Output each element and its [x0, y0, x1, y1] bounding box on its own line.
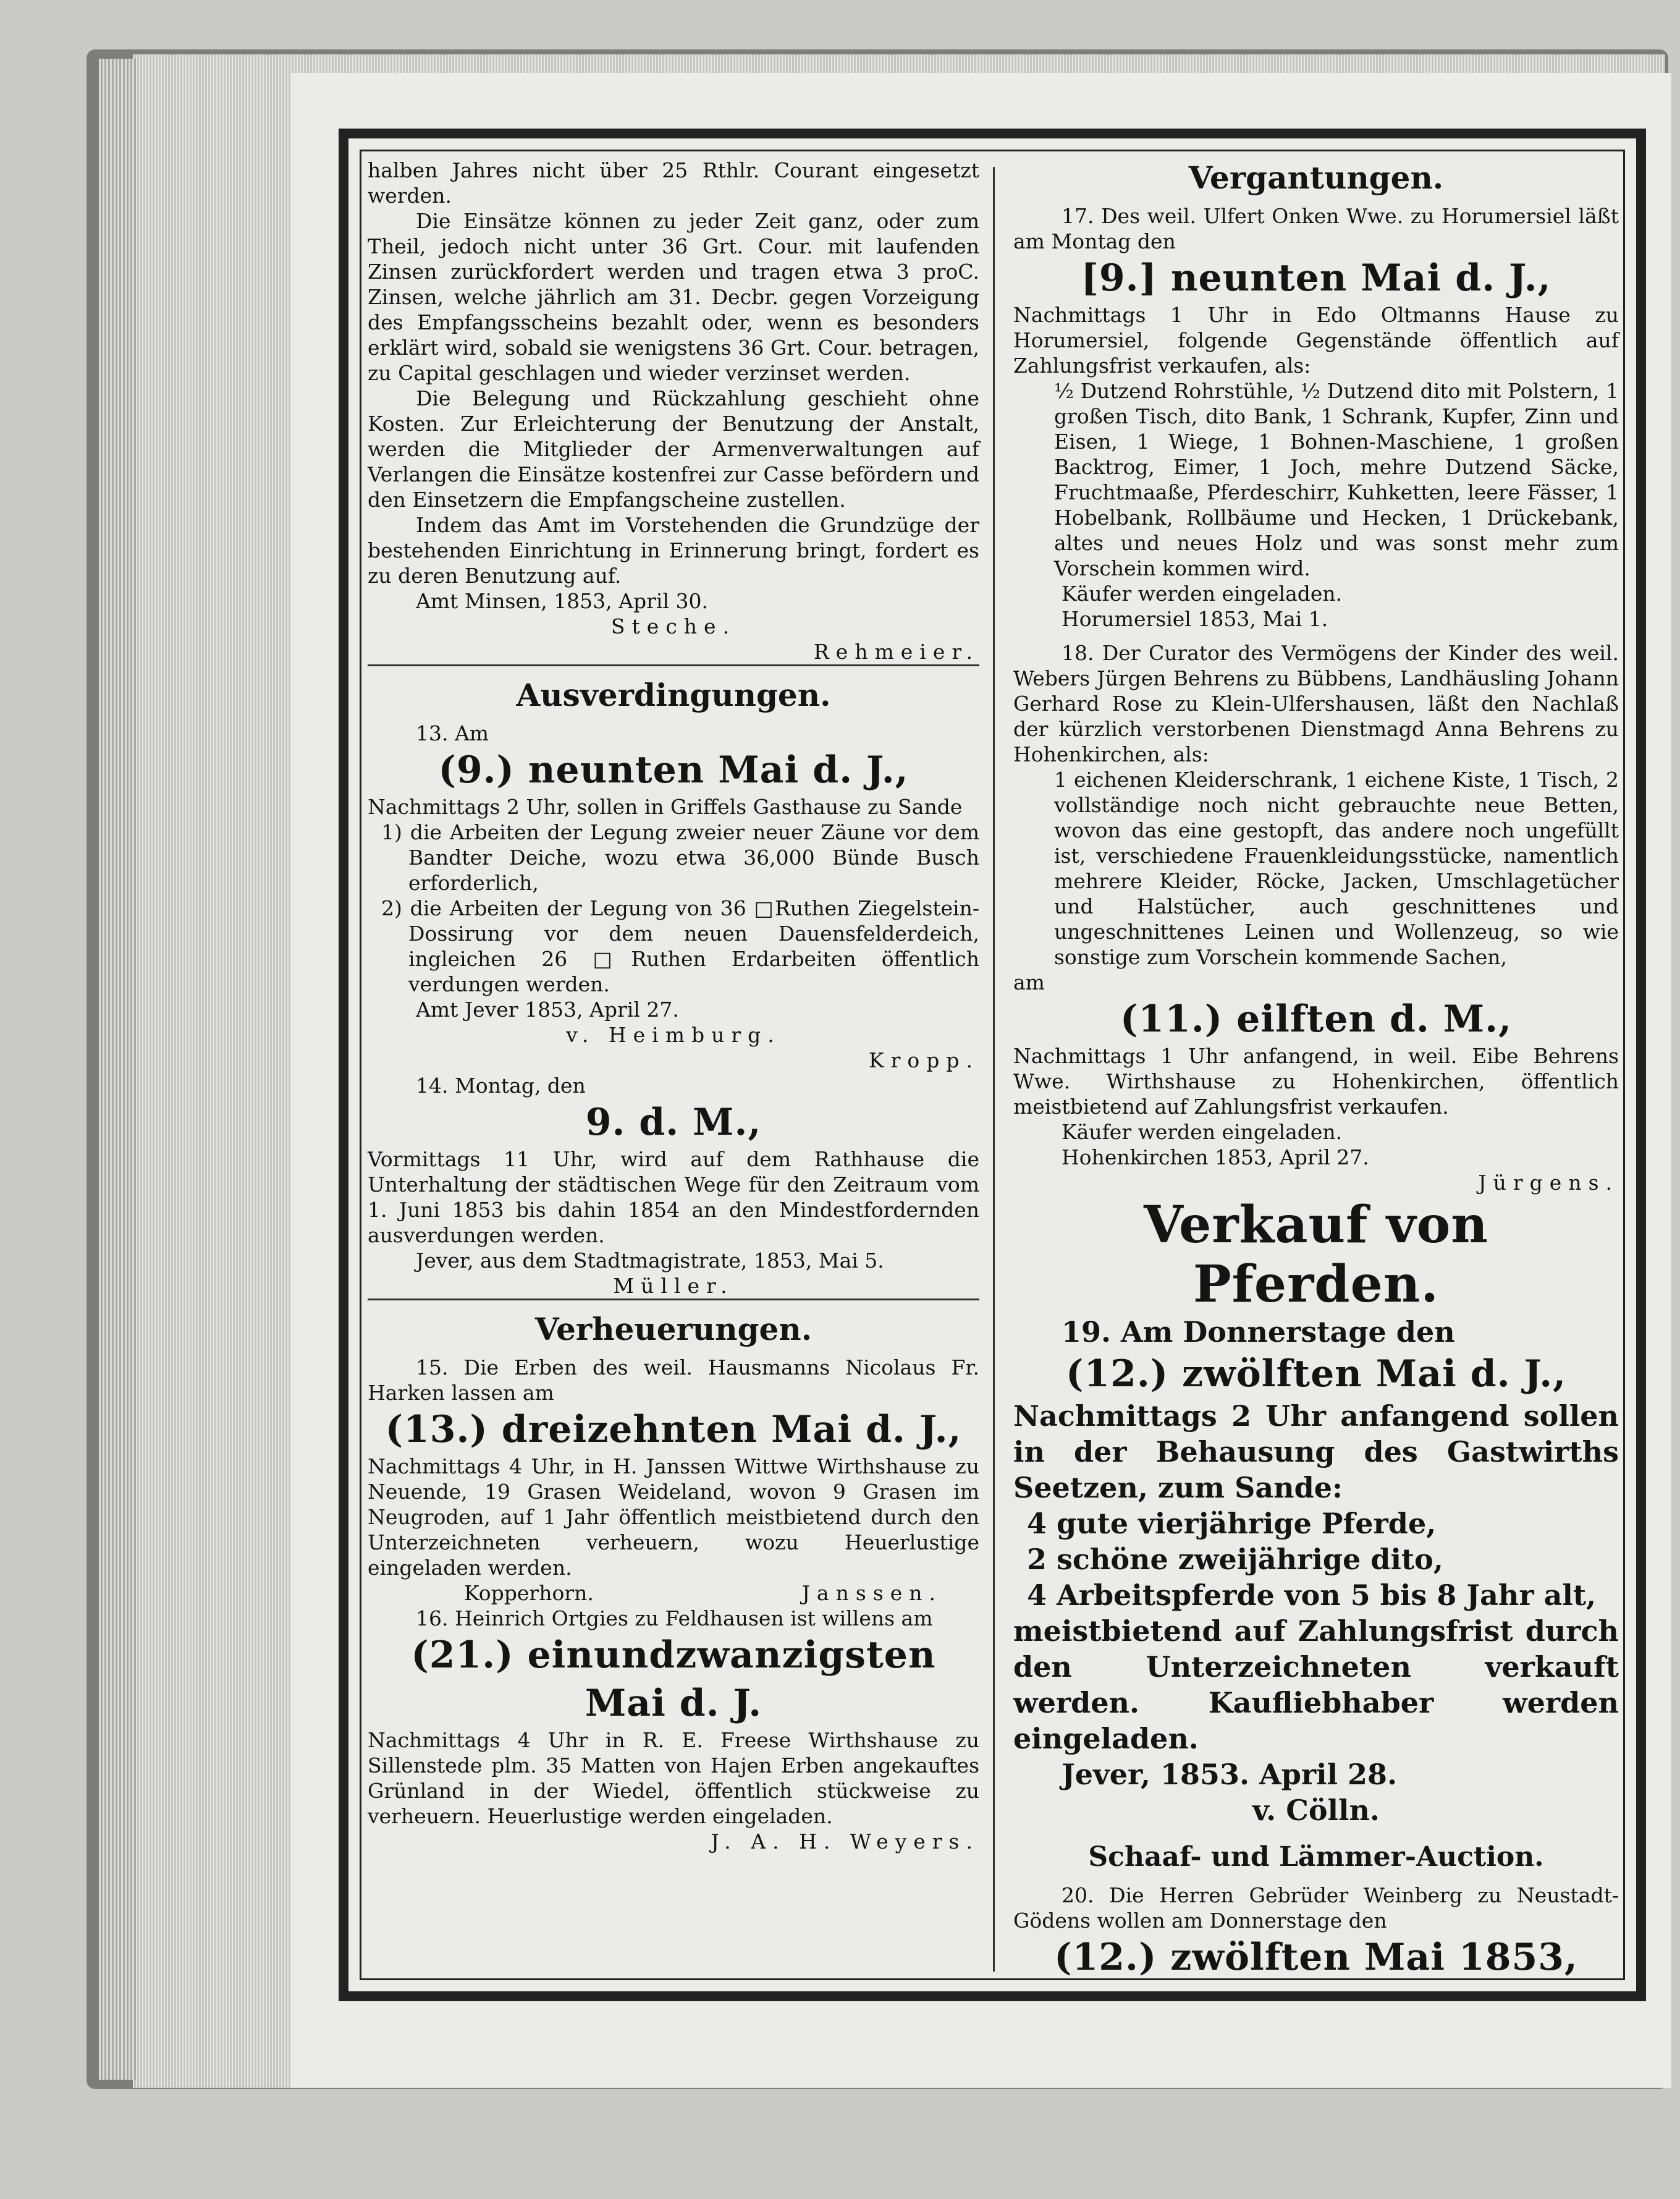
place-date: Kopperhorn.	[464, 1581, 594, 1605]
signature: v. Cölln.	[1252, 1794, 1380, 1827]
notice-text: Nachmittags 4 Uhr in R. E. Freese Wirthshause zu Sillenstede plm. 35 Matten von Hajen Erben angekauftes Grünland in der Wiedel, öffentlich stückweise zu verheuern. Heuerlustige werden eingeladen.	[368, 1728, 979, 1828]
signature: v. Heimburg.	[566, 1023, 781, 1047]
notice-text: 15. Die Erben des weil. Hausmanns Nicolaus Fr. Harken lassen am	[368, 1355, 979, 1405]
notice-intro: 19. Am Donnerstage den	[1062, 1315, 1455, 1349]
section-heading: Verheuerungen.	[534, 1311, 813, 1347]
notice-text: Käufer werden eingeladen.	[1062, 1120, 1343, 1144]
signature: Janssen.	[801, 1581, 942, 1605]
notice-paragraph: Die Einsätze können zu jeder Zeit ganz, oder zum Theil, jedoch nicht unter 36 Grt. Cour. mit laufenden Zinsen zurückfordert werden und tragen etwa 3 proC. Zinsen, welche jährlich am 31. Decbr. gegen Vorzeigung des Empfangsscheins bezahlt oder, wenn es besonders erklärt wird, sobald sie wenigstens 36 Grt. Cour. betragen, zu Capital geschlagen und wieder verzinset werden.	[368, 209, 979, 385]
date-headline: 9. d. M.,	[585, 1101, 762, 1144]
notice-paragraph: halben Jahres nicht über 25 Rthlr. Courant eingesetzt werden.	[368, 158, 979, 208]
date-headline: (12.) zwölften Mai 1853,	[1054, 1936, 1578, 1979]
place-date: Horumersiel 1853, Mai 1.	[1062, 607, 1328, 631]
date-headline: [9.] neunten Mai d. J.,	[1081, 256, 1551, 300]
notice-intro: 13. Am	[416, 721, 489, 745]
list-item: 4 Arbeitspferde von 5 bis 8 Jahr alt,	[1027, 1578, 1597, 1612]
signature: J. A. H. Weyers.	[711, 1829, 979, 1854]
notice-text: Vormittags 11 Uhr, wird auf dem Rathhause die Unterhaltung der städtischen Wege für den Zeitraum vom 1. Juni 1853 bis dahin 1854 an den Mindestfordernden ausverdungen werden.	[368, 1147, 979, 1247]
list-item: 2 schöne zweijährige dito,	[1027, 1543, 1443, 1576]
right-column	[1013, 158, 1619, 1981]
section-rule	[368, 664, 979, 666]
column-divider	[993, 167, 995, 1972]
signature: Rehmeier.	[813, 640, 979, 664]
section-heading: Vergantungen.	[1188, 159, 1444, 196]
notice-paragraph: Indem das Amt im Vorstehenden die Grundzüge der bestehenden Einrichtung in Erinnerung bringt, fordert es zu deren Benutzung auf.	[368, 513, 979, 588]
place-date: Amt Jever 1853, April 27.	[416, 998, 679, 1022]
notice-text: Nachmittags 2 Uhr anfangend sollen in der Behausung des Gastwirths Seetzen, zum Sande:	[1013, 1399, 1619, 1504]
notice-text: 20. Die Herren Gebrüder Weinberg zu Neustadt-Gödens wollen am Donnerstage den	[1013, 1883, 1619, 1933]
notice-text: Käufer werden eingeladen.	[1062, 582, 1343, 606]
item-list: ½ Dutzend Rohrstühle, ½ Dutzend dito mit Polstern, 1 großen Tisch, dito Bank, 1 Schrank, Kupfer, Zinn und Eisen, 1 Wiege, 1 Bohnen-Maschiene, 1 großen Backtrog, Eimer, 1 Joch, mehre Dutzend Säcke, Fruchtmaaße, Pferdeschirr, Kuhketten, leere Fässer, 1 Hobelbank, Rollbäume und Hecken, 1 Drückebank, altes und neues Holz und was sonst mehr zum Vorschein kommen wird.	[1054, 379, 1619, 580]
place-date: Hohenkirchen 1853, April 27.	[1062, 1145, 1369, 1169]
place-date: Amt Minsen, 1853, April 30.	[416, 589, 708, 613]
item-list: 1 eichenen Kleiderschrank, 1 eichene Kiste, 1 Tisch, 2 vollständige noch nicht gebrauchte neue Betten, wovon das eine gestopft, das andere noch ungefüllt ist, verschiedene Frauenkleidungsstücke, namentlich mehrere Kleider, Röcke, Jacken, Umschlagetücher und Halstücher, auch geschnittenes und ungeschnittenes Leinen und Wollenzeug, so wie sonstige zum Vorschein kommende Sachen,	[1054, 768, 1619, 969]
section-heading-large: Verkauf von Pferden.	[1144, 1195, 1488, 1314]
notice-text: Nachmittags 1 Uhr anfangend, in weil. Eibe Behrens Wwe. Wirthshause zu Hohenkirchen, öffentlich meistbietend auf Zahlungsfrist verkaufen.	[1013, 1044, 1619, 1119]
place-date: Jever, 1853. April 28.	[1062, 1758, 1398, 1791]
signature: Jürgens.	[1478, 1171, 1619, 1195]
book-spine-edge	[99, 59, 136, 2080]
notice-text: 17. Des weil. Ulfert Onken Wwe. zu Horumersiel läßt am Montag den	[1013, 204, 1619, 253]
notice-text: 18. Der Curator des Vermögens der Kinder des weil. Webers Jürgen Behrens zu Bübbens, Landhäusling Johann Gerhard Rose zu Klein-Ulfershausen, läßt den Nachlaß der kürzlich verstorbenen Dienstmagd Anna Behrens zu Hohenkirchen, als:	[1013, 641, 1619, 766]
notice-text: am	[1013, 970, 1045, 994]
list-item: 4 gute vierjährige Pferde,	[1027, 1507, 1437, 1540]
notice-text: 16. Heinrich Ortgies zu Feldhausen ist willens am	[416, 1606, 933, 1630]
signature: Müller.	[613, 1274, 734, 1298]
date-headline: (12.) zwölften Mai d. J.,	[1065, 1352, 1566, 1396]
date-headline: (13.) dreizehnten Mai d. J.,	[385, 1408, 962, 1451]
notice-text: Nachmittags 4 Uhr, in H. Janssen Wittwe Wirthshause zu Neuende, 19 Grasen Weideland, wovon 9 Grasen im Neugroden, auf 1 Jahr öffentlich meistbietend durch den Unterzeichneten verheuern, wozu Heuerlustige eingeladen werden.	[368, 1454, 979, 1580]
section-heading: Ausverdingungen.	[516, 677, 831, 713]
signature: Steche.	[610, 614, 737, 638]
list-item: 1) die Arbeiten der Legung zweier neuer Zäune vor dem Bandter Deiche, wozu etwa 36,000 Bünde Busch erforderlich,	[381, 820, 979, 895]
date-headline: (11.) eilften d. M.,	[1120, 998, 1512, 1041]
left-column	[368, 158, 979, 1854]
notice-intro: 14. Montag, den	[416, 1074, 586, 1098]
section-rule	[368, 1299, 979, 1300]
signature: Kropp.	[868, 1048, 979, 1072]
notice-text: Nachmittags 1 Uhr in Edo Oltmanns Hause zu Horumersiel, folgende Gegenstände öffentlich auf Zahlungsfrist verkaufen, als:	[1013, 303, 1619, 378]
date-headline: (9.) neunten Mai d. J.,	[438, 748, 909, 792]
notice-paragraph: Die Belegung und Rückzahlung geschieht ohne Kosten. Zur Erleichterung der Benutzung der Anstalt, werden die Mitglieder der Armenverwaltungen auf Verlangen die Einsätze kostenfrei zur Casse befördern und den Einsetzern die Empfangscheine zustellen.	[368, 386, 979, 512]
date-headline: (21.) einundzwanzigsten Mai d. J.	[411, 1633, 936, 1725]
notice-text: Nachmittags 2 Uhr, sollen in Griffels Gasthause zu Sande	[368, 795, 963, 819]
section-heading: Schaaf- und Lämmer-Auction.	[1088, 1841, 1544, 1873]
notice-text: meistbietend auf Zahlungsfrist durch den Unterzeichneten verkauft werden. Kaufliebhaber werden eingeladen.	[1013, 1614, 1619, 1755]
place-date: Jever, aus dem Stadtmagistrate, 1853, Mai 5.	[416, 1248, 884, 1273]
list-item: 2) die Arbeiten der Legung von 36 □Ruthen Ziegelstein-Dossirung vor dem neuen Dauensfelderdeich, ingleichen 26 □Ruthen Erdarbeiten öffentlich verdungen werden.	[381, 896, 979, 996]
